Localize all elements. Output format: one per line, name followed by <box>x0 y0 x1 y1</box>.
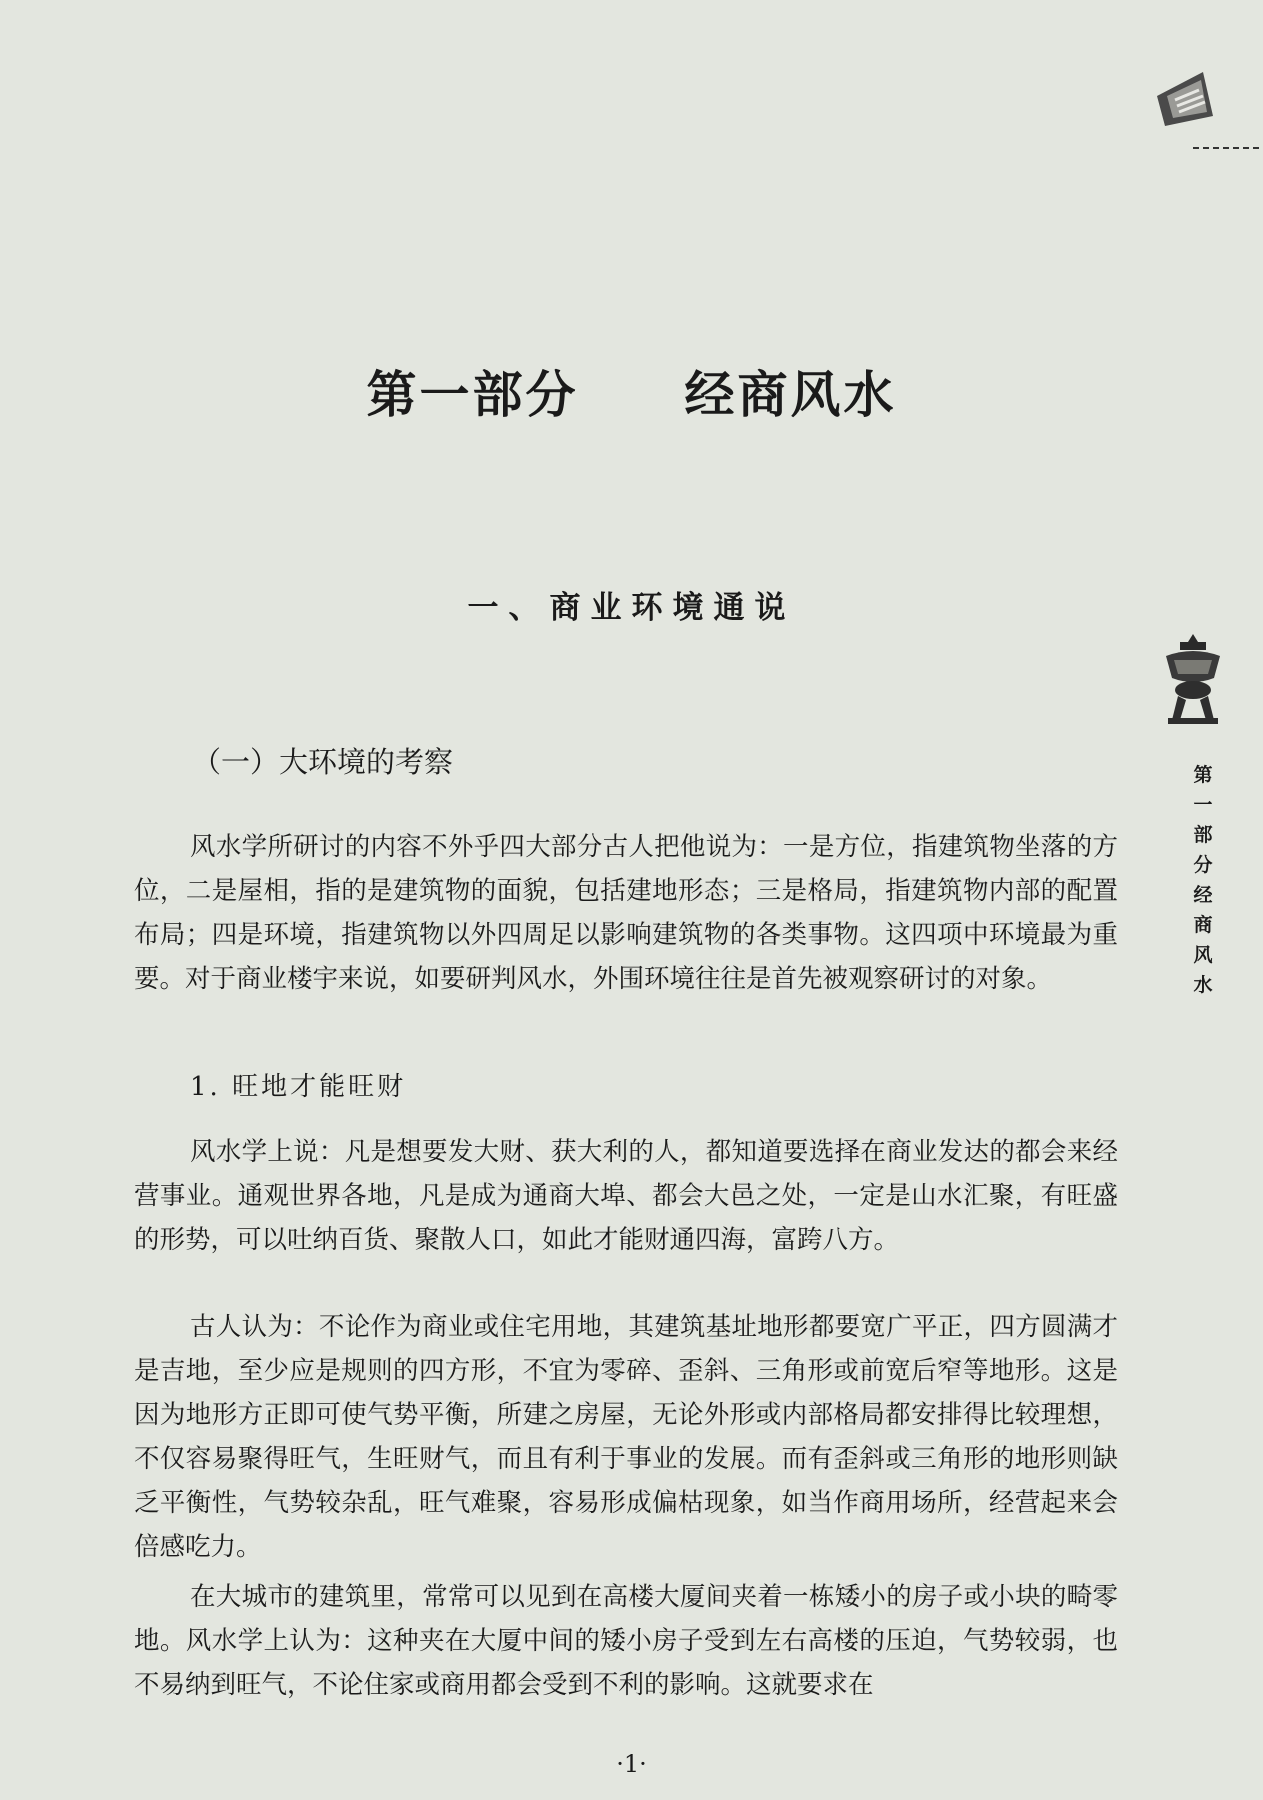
body-paragraph: 在大城市的建筑里，常常可以见到在高楼大厦间夹着一栋矮小的房子或小块的畸零地。风水学上认为：这种夹在大厦中间的矮小房子受到左右高楼的压迫，气势较弱，也不易纳到旺气，不论住家或商用都会受到不利的影响。这就要求在 <box>134 1582 1118 1700</box>
corner-ornament-icon <box>1153 68 1263 158</box>
body-paragraph: 风水学上说：凡是想要发大财、获大利的人，都知道要选择在商业发达的都会来经营事业。通观世界各地，凡是成为通商大埠、都会大邑之处，一定是山水汇聚，有旺盛的形势，可以吐纳百货、聚散人口，如此才能财通四海，富跨八方。 <box>134 1137 1118 1255</box>
part-title: 第一部分 经商风水 <box>366 365 897 424</box>
sub-subsection-title: 1. 旺地才能旺财 <box>190 1072 407 1102</box>
ancient-vessel-icon <box>1158 632 1228 728</box>
section-title: 一、商业环境通说 <box>467 590 796 626</box>
body-paragraph: 风水学所研讨的内容不外乎四大部分古人把他说为：一是方位，指建筑物坐落的方位，二是屋相，指的是建筑物的面貌，包括建地形态；三是格局，指建筑物内部的配置布局；四是环境，指建筑物以外四周足以影响建筑物的各类事物。这四项中环境最为重要。对于商业楼宇来说，如要研判风水，外围环境往往是首先被观察研讨的对象。 <box>134 832 1118 994</box>
running-header: 第一部分 经商风水 <box>1193 764 1232 996</box>
body-paragraph: 古人认为：不论作为商业或住宅用地，其建筑基址地形都要宽广平正，四方圆满才是吉地，至少应是规则的四方形，不宜为零碎、歪斜、三角形或前宽后窄等地形。这是因为地形方正即可使气势平衡，所建之房屋，无论外形或内部格局都安排得比较理想，不仅容易聚得旺气，生旺财气，而且有利于事业的发展。而有歪斜或三角形的地形则缺乏平衡性，气势较杂乱，旺气难聚，容易形成偏枯现象，如当作商用场所，经营起来会倍感吃力。 <box>134 1312 1118 1562</box>
page-number: ·1· <box>616 1750 647 1778</box>
subsection-title: （一）大环境的考察 <box>192 745 454 779</box>
side-tab <box>1153 632 1233 728</box>
